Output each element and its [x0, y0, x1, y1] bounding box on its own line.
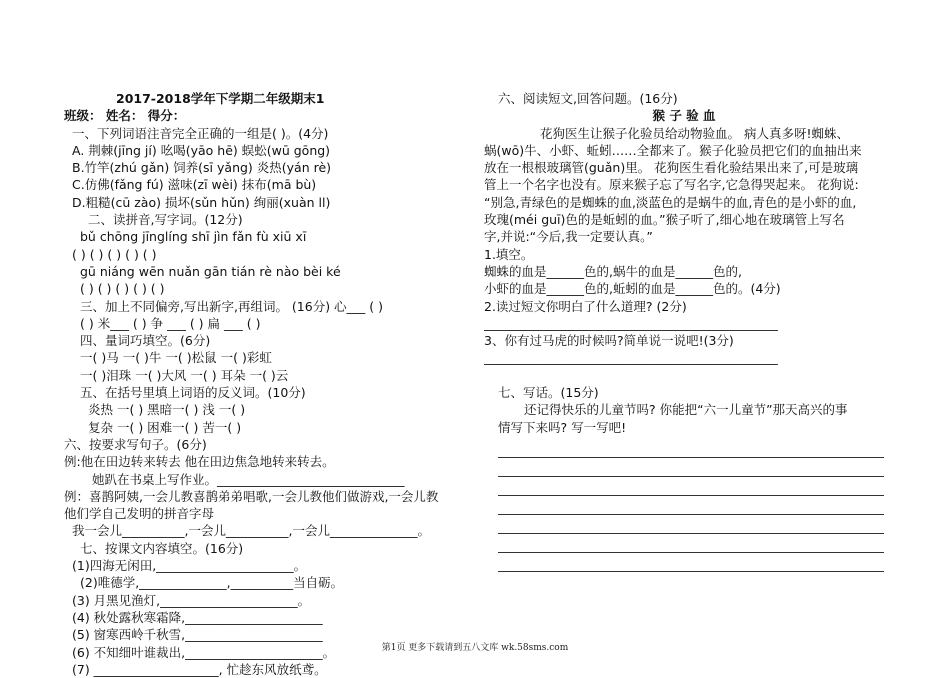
left-text-line: ( ) ( ) ( ) ( ) ( ) [80, 281, 165, 297]
left-text-line: ( ) ( ) ( ) ( ) ( ) [72, 246, 157, 262]
left-text-line: (3) 月黑见渔灯,______________________。 [72, 592, 311, 608]
right-text-line: 1.填空。 [484, 246, 534, 262]
left-text-line: C.仿佛(fǎng fú) 滋味(zī wèi) 抹布(mā bù) [72, 177, 317, 193]
left-text-line: 他们学自己发明的拼音字母 [64, 506, 215, 522]
writing-line[interactable] [498, 537, 884, 553]
left-text-line: 她趴在书桌上写作业。______________________________ [92, 471, 405, 487]
right-text-line: 放在一根根玻璃管(guǎn)里。 花狗医生看化验结果出来了,可是玻璃 [484, 160, 859, 176]
right-text-line: _______________________________________________ [484, 315, 778, 331]
left-text-line: 五、在括号里填上词语的反义词。(10分) [80, 385, 306, 401]
writing-line[interactable] [498, 461, 884, 477]
left-text-line: 例:他在田边转来转去 他在田边焦急地转来转去。 [64, 454, 335, 470]
left-text-line: 复杂 一( ) 困难一( ) 苦一( ) [88, 419, 242, 435]
writing-line[interactable] [498, 518, 884, 534]
left-text-line: 班级： 姓名： 得分： [64, 108, 186, 124]
right-column [484, 90, 884, 575]
left-text-line: A. 荆棘(jīng jí) 吆喝(yāo hē) 蜈蚣(wū gōng) [72, 142, 331, 158]
left-text-line: (6) 不知细叶谁裁出,______________________。 [72, 644, 336, 660]
left-text-line: 我一会儿__________,一会儿__________,一会儿______________。 [72, 523, 430, 539]
right-text-line: 管上一个名字也没有。原来猴子忘了写名字,它急得哭起来。 花狗说: [484, 177, 859, 193]
writing-area [498, 442, 884, 572]
left-text-line: B.竹竿(zhú gǎn) 饲养(sī yǎng) 炎热(yán rè) [72, 160, 332, 176]
right-text-line: 七、写话。(15分) [498, 385, 599, 401]
left-text-line: 炎热 一( ) 黑暗一( ) 浅 一( ) [88, 402, 246, 418]
left-text-line: 四、量词巧填空。(6分) [80, 333, 211, 349]
writing-line[interactable] [498, 499, 884, 515]
right-text-line: 花狗医生让猴子化验员给动物验血。 病人真多呀!蜘蛛、 [540, 125, 849, 141]
left-text-line: 例：喜鹊阿姨,一会儿教喜鹊弟弟唱歌,一会儿教他们做游戏,一会儿教 [64, 488, 439, 504]
left-text-line: (7) ____________________, 忙趁东风放纸鸢。 [72, 661, 327, 677]
left-column [64, 90, 474, 678]
writing-line[interactable] [498, 480, 884, 496]
left-text-line: (4) 秋处露秋寒霜降,______________________ [72, 609, 323, 625]
left-text-line: 二、读拼音,写字词。(12分) [88, 212, 243, 228]
right-text-line: 小虾的血是______色的,蚯蚓的血是______色的。(4分) [484, 281, 781, 297]
left-text-line: (2)唯德学,______________,__________当自砺。 [80, 575, 344, 591]
left-text-line: 六、按要求写句子。(6分) [64, 436, 207, 452]
left-text-line: 七、按课文内容填空。(16分) [80, 540, 244, 556]
right-text-line: 六、阅读短文,回答问题。(16分) [498, 91, 678, 106]
left-text-line: 一、下列词语注音完全正确的一组是( )。(4分) [72, 125, 329, 141]
right-text-line: 还记得快乐的儿童节吗? 你能把“六一儿童节”那天高兴的事 [524, 402, 848, 418]
right-text-line: “别急,青绿色的是蜘蛛的血,淡蓝色的是蜗牛的血,青色的是小虾的血, [484, 194, 857, 210]
right-text-line: 蜗(wō)牛、小虾、蚯蚓……全都来了。猴子化验员把它们的血抽出来 [484, 142, 862, 158]
right-text-line: 3、你有过马虎的时候吗?简单说一说吧!(3分) [484, 333, 734, 349]
left-text-line: 一( )马 一( )牛 一( )松鼠 一( )彩虹 [80, 350, 272, 366]
left-text-line: ( ) 米___ ( ) 争 ___ ( ) 扁 ___ ( ) [80, 315, 261, 331]
right-text-line: 蜘蛛的血是______色的,蜗牛的血是______色的, [484, 263, 742, 279]
right-text-line: 字,并说:“今后,我一定要认真。” [484, 229, 653, 245]
left-text-line: (5) 窗寒西岭千秋雪,______________________ [72, 627, 323, 643]
right-text-line: _______________________________________________ [484, 350, 778, 366]
page-footer: 第1页 更多下载请到五八文库 wk.58sms.com [381, 643, 569, 653]
writing-line[interactable] [498, 556, 884, 572]
left-text-line: bǔ chōng jīnglíng shī jìn fǎn fù xiū xī [80, 229, 307, 245]
left-text-line: D.粗糙(cū zào) 损坏(sǔn hǔn) 绚丽(xuàn ll) [72, 194, 331, 210]
left-text-line: (1)四海无闲田,______________________。 [72, 558, 307, 574]
right-text-line: 玫瑰(méi guī)色的是蚯蚓的血。”猴子听了,细心地在玻璃管上写名 [484, 212, 845, 228]
right-text-line: 2.读过短文你明白了什么道理? (2分) [484, 298, 687, 314]
right-text-line: 猴 子 验 血 [652, 108, 716, 124]
left-text-line: gū niáng wēn nuǎn gān tián rè nào bèi ké [80, 263, 341, 279]
writing-line[interactable] [498, 442, 884, 458]
left-text-line: 三、加上不同偏旁,写出新字,再组词。 (16分) 心___ ( ) [80, 298, 384, 314]
right-text-line: 情写下来吗? 写一写吧! [498, 419, 627, 435]
left-text-line: 2017-2018学年下学期二年级期末1 [116, 91, 325, 106]
left-text-line: 一( )泪珠 一( )大风 一( ) 耳朵 一( )云 [80, 367, 289, 383]
right-text-line [484, 367, 884, 384]
